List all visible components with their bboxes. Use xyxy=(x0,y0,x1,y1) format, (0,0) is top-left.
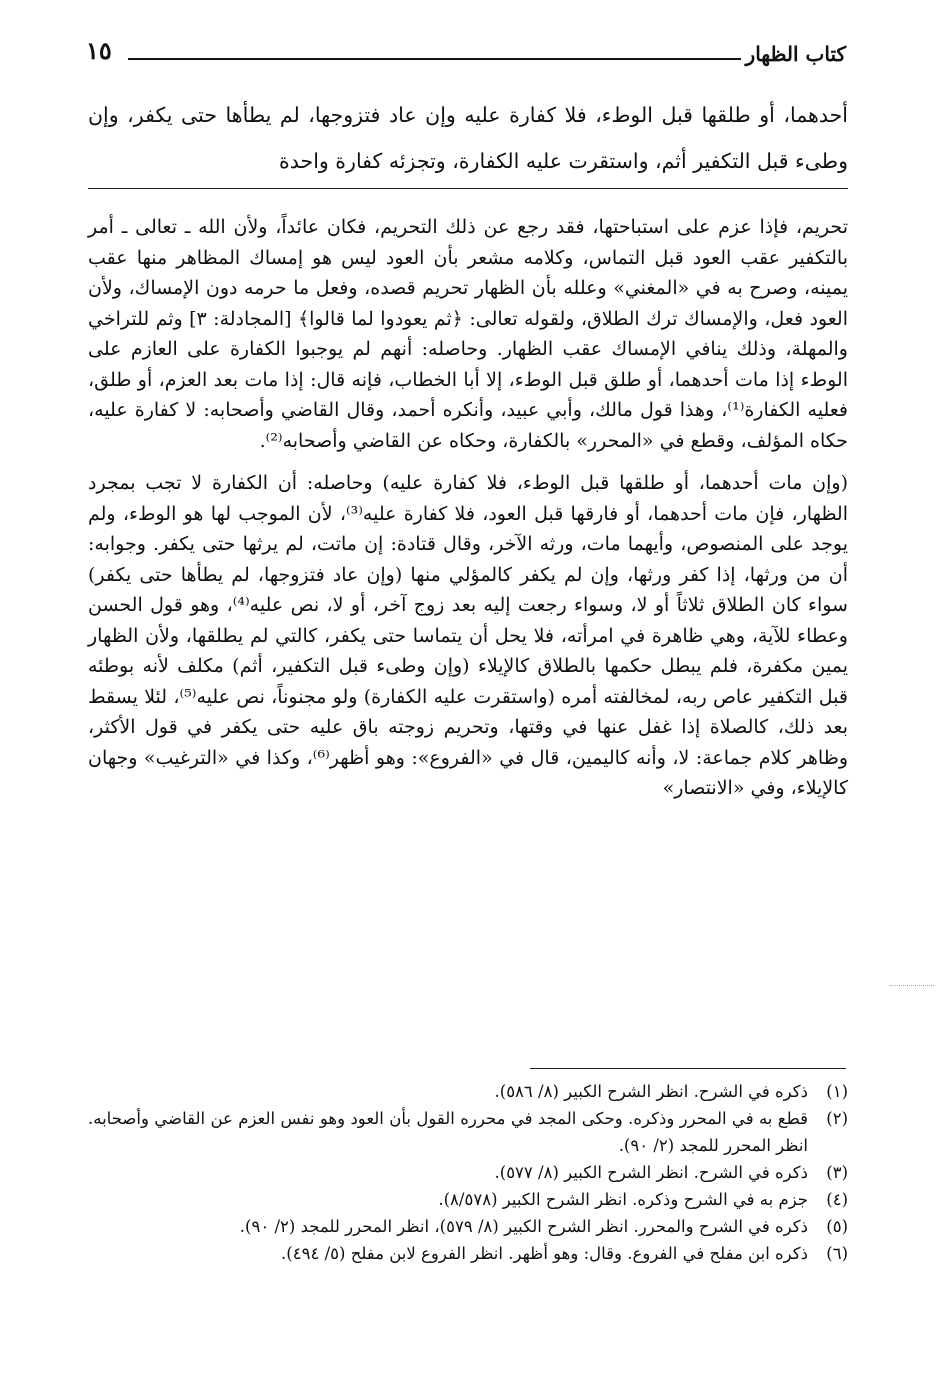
running-header xyxy=(86,36,846,70)
page-number: ١٥ xyxy=(86,36,112,65)
footnote-item xyxy=(88,1078,848,1105)
footnote-number: (٢) xyxy=(826,1109,848,1128)
footnote-item xyxy=(88,1186,848,1213)
commentary-paragraph-2: (وإن مات أحدهما، أو طلقها قبل الوطء، فلا كفارة عليه) وحاصله: أن الكفارة لا تجب بمجرد الظهار، فإن مات أحدهما، أو فارقها قبل العود، فلا كفارة عليه⁽³⁾، لأن الموجب لها هو الوطء، ولم يوجد على المنصوص، وأيهما مات، ورثه الآخر، وقال قتادة: إن ماتت، لم يرثها حتى يكفر. وجوابه: أن من ورثها، إذا كفر ورثها، وإن لم يكفر كالمؤلي منها (وإن عاد فتزوجها، لم يطأها حتى يكفر) سواء كان الطلاق ثلاثاً أو لا، وسواء رجعت إليه بعد زوج آخر، أو لا، نص عليه⁽⁴⁾، وهو قول الحسن وعطاء للآية، وهي ظاهرة في امرأته، فلا يحل أن يتماسا حتى يكفر، كالتي لم يطلقها، ولأن الظهار يمين مكفرة، فلم يبطل حكمها بالطلاق كالإيلاء (وإن وطىء قبل التكفير، أثم) مكلف لأنه بوطئه قبل التكفير عاص ربه، لمخالفته أمره (واستقرت عليه الكفارة) ولو مجنوناً، نص عليه⁽⁵⁾، لئلا يسقط بعد ذلك، كالصلاة إذا غفل عنها في وقتها، وتحريم زوجته باق عليه حتى يكفر في قول الأكثر، وظاهر كلام جماعة: لا، وأنه كاليمين، قال في «الفروع»: وهو أظهر⁽⁶⁾، وكذا في «الترغيب» وجهان كالإيلاء، وفي «الانتصار» xyxy=(88,472,848,799)
footnote-number: (١) xyxy=(826,1082,848,1101)
main-text: أحدهما، أو طلقها قبل الوطء، فلا كفارة عليه وإن عاد فتزوجها، لم يطأها حتى يكفر، وإن وطىء قبل التكفير أثم، واستقرت عليه الكفارة، وتجزئه كفارة واحدة xyxy=(88,103,848,173)
footnote-text: ذكره ابن مفلح في الفروع. وقال: وهو أظهر. انظر الفروع لابن مفلح (٥/ ٤٩٤). xyxy=(281,1244,808,1263)
footnote-separator xyxy=(530,1068,846,1069)
footnote-number: (٤) xyxy=(826,1190,848,1209)
footnote-number: (٦) xyxy=(826,1244,848,1263)
footnote-number: (٥) xyxy=(826,1217,848,1236)
footnote-item xyxy=(88,1213,848,1240)
footnote-text: ذكره في الشرح. انظر الشرح الكبير (٨/ ٥٧٧). xyxy=(494,1163,808,1182)
footnote-item xyxy=(88,1240,848,1267)
commentary xyxy=(88,212,848,804)
footnote-text: ذكره في الشرح. انظر الشرح الكبير (٨/ ٥٨٦). xyxy=(494,1082,808,1101)
scan-artifact-line xyxy=(890,985,934,986)
chapter-title: كتاب الظهار xyxy=(745,42,846,66)
text-separator xyxy=(88,188,848,189)
header-rule xyxy=(128,58,741,60)
footnote-text: جزم به في الشرح وذكره. انظر الشرح الكبير (٨/٥٧٨). xyxy=(438,1190,808,1209)
commentary-paragraph-1: تحريم، فإذا عزم على استباحتها، فقد رجع عن ذلك التحريم، فكان عائداً، ولأن الله ـ تعالى ـ أمر بالتكفير عقب العود قبل التماس، وكلامه مشعر بأن العود ليس هو إمساك المظاهر منها عقب يمينه، وصرح به في «المغني» وعلله بأن الظهار تحريم قصده، وفعل ما حرمه دون الإمساك، ولأن العود فعل، والإمساك ترك الطلاق، ولقوله تعالى: ﴿ثم يعودوا لما قالوا﴾ [المجادلة: ٣] وثم للتراخي والمهلة، وذلك ينافي الإمساك عقب الظهار. وحاصله: أنهم لم يوجبوا الكفارة على العازم على الوطء إذا مات أحدهما، أو طلق قبل الوطء، إلا أبا الخطاب، فإنه قال: إذا مات بعد العزم، أو طلق، فعليه الكفارة⁽¹⁾، وهذا قول مالك، وأبي عبيد، وأنكره أحمد، وقال القاضي وأصحابه: لا كفارة عليه، حكاه المؤلف، وقطع في «المحرر» بالكفارة، وحكاه عن القاضي وأصحابه⁽²⁾. xyxy=(88,216,848,452)
footnote-text: قطع به في المحرر وذكره. وحكى المجد في محرره القول بأن العود وهو نفس العزم عن القاضي وأصحابه. انظر المحرر للمجد (٢/ ٩٠). xyxy=(88,1109,808,1155)
footnote-number: (٣) xyxy=(826,1163,848,1182)
footnote-text: ذكره في الشرح والمحرر. انظر الشرح الكبير (٨/ ٥٧٩)، انظر المحرر للمجد (٢/ ٩٠). xyxy=(239,1217,808,1236)
footnote-item xyxy=(88,1159,848,1186)
footnotes xyxy=(88,1078,848,1267)
footnote-item xyxy=(88,1105,848,1159)
